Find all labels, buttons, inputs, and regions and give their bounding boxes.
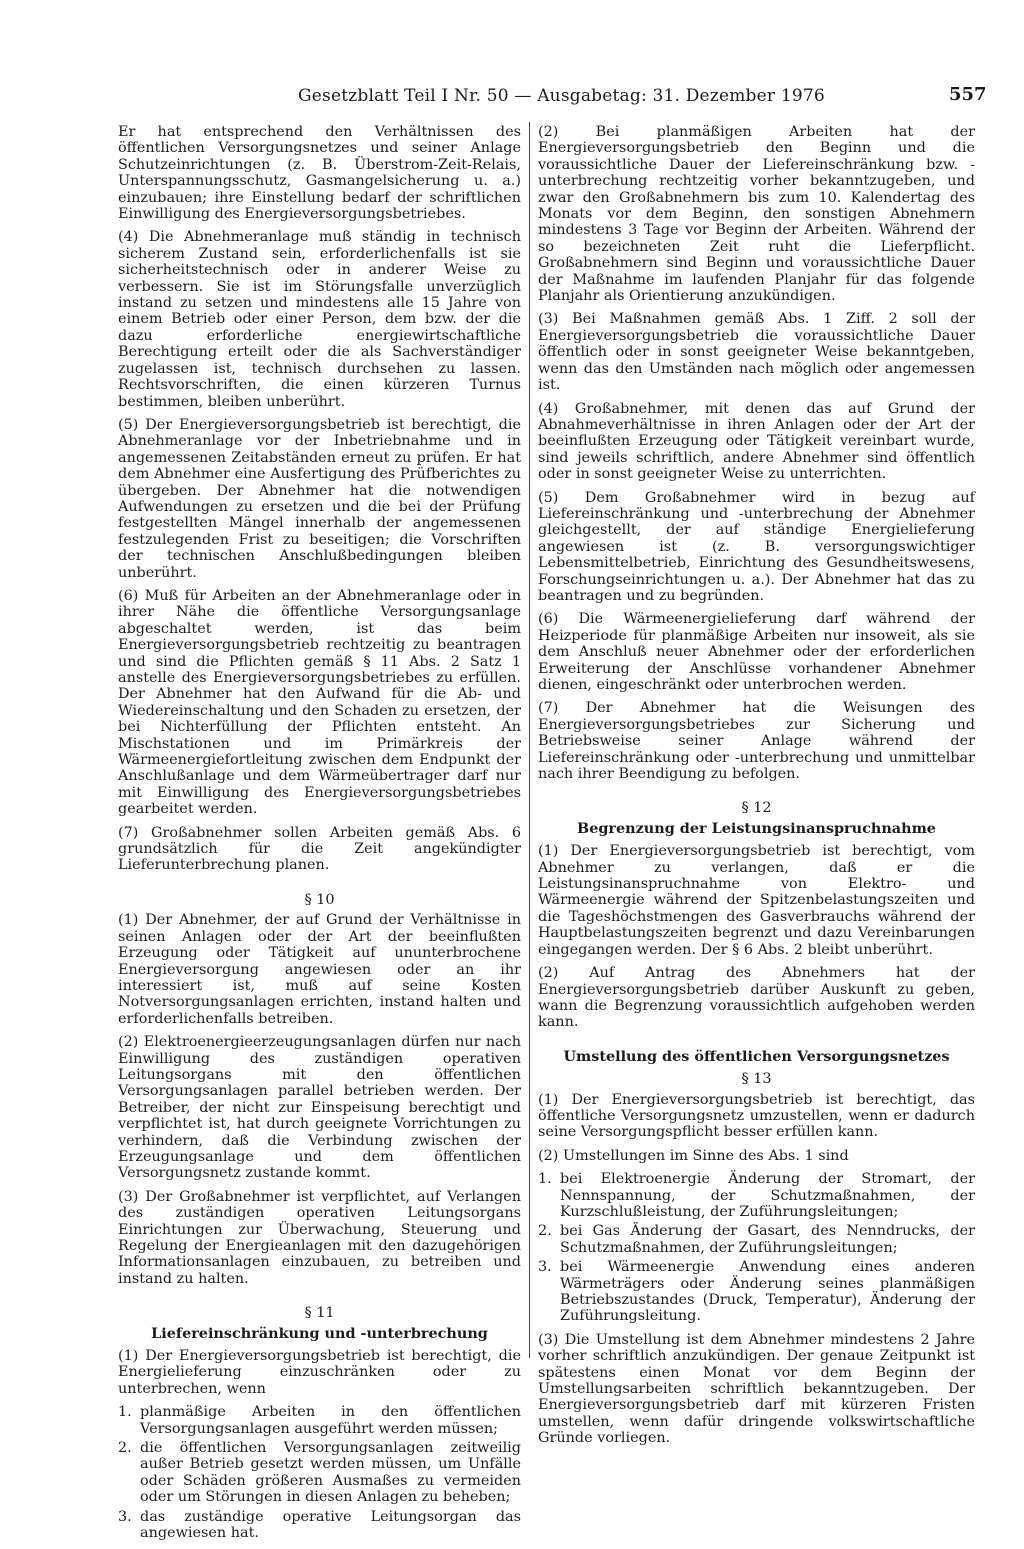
paragraph-11-3: (3) Bei Maßnahmen gemäß Abs. 1 Ziff. 2 soll der Energieversorgungsbetrieb die voraussichtliche Dauer öffentlich oder in sonst geeigneter Weise bekanntgeben, wenn das den Umständen nach möglich oder angemessen ist. — [538, 311, 975, 394]
paragraph-11-2: (2) Bei planmäßigen Arbeiten hat der Energieversorgungsbetrieb den Beginn und die voraussichtliche Dauer der Liefereinschränkung bzw. -unterbrechung rechtzeitig vorher bekanntzugeben, und zwar den Großabnehmern bis zum 10. Kalendertag des Monats vor dem Beginn, den sonstigen Abnehmern mindestens 3 Tage vor Beginn der Arbeiten. Während der so bezeichneten Zeit ruht die Lieferpflicht. Großabnehmern sind Beginn und voraussichtliche Dauer der Maßnahme im laufenden Planjahr für das folgende Planjahr als Orientierung anzukündigen. — [538, 124, 975, 305]
list-item-text: planmäßige Arbeiten in den öffentlichen Versorgungsanlagen ausgeführt werden müssen; — [140, 1404, 521, 1437]
list-item — [118, 1509, 521, 1542]
paragraph-11-4: (4) Großabnehmer, mit denen das auf Grund der Abnahmeverhältnisse in ihren Anlagen oder der Art der beeinflußten Erzeugung oder Tätigkeit vereinbart wurde, sind jeweils schriftlich, andere Abnehmer sind öffentlich oder in sonst geeigneter Weise zu unterrichten. — [538, 400, 975, 483]
list-item-text: bei Wärmeenergie Anwendung eines anderen Wärmeträgers oder Änderung seines planmäßigen Betriebszustandes (Druck, Temperatur), Änderung der Zuführungsleitung. — [560, 1259, 975, 1325]
list-item-number: 2. — [118, 1440, 132, 1457]
section-11-list — [118, 1404, 521, 1541]
paragraph-12-1: (1) Der Energieversorgungsbetrieb ist berechtigt, vom Abnehmer zu verlangen, daß er die Leistungsinanspruchnahme von Elektro- und Wärmeenergie während der Spitzenbelastungszeiten und die Tageshöchstmengen des Gasverbrauchs während der Hauptbelastungszeiten begrenzt und dazu Vereinbarungen eingegangen werden. Der § 6 Abs. 2 bleibt unberührt. — [538, 843, 975, 958]
paragraph-13-2: (2) Umstellungen im Sinne des Abs. 1 sind — [538, 1147, 849, 1164]
column-divider — [529, 122, 530, 1358]
paragraph-11-1: (1) Der Energieversorgungsbetrieb ist berechtigt, die Energielieferung einzuschränken oder zu unterbrechen, wenn — [118, 1348, 521, 1397]
list-item-text: bei Elektroenergie Änderung der Stromart, der Nennspannung, der Schutzmaßnahmen, der Kurzschlußleistung, der Zuführungsleitungen; — [560, 1171, 975, 1220]
list-item — [538, 1259, 975, 1325]
paragraph-11-5: (5) Dem Großabnehmer wird in bezug auf Liefereinschränkung und -unterbrechung der Abnehmer gleichgestellt, der auf ständige Energielieferung angewiesen ist (z. B. versorgungswichtiger Lebensmittelbetrieb, Einrichtung des Gesundheitswesens, Forschungseinrichtungen u. a.). Der Abnehmer hat das zu beantragen und zu begründen. — [538, 489, 975, 604]
page-number: 557 — [949, 84, 987, 105]
paragraph-9-5: (5) Der Energieversorgungsbetrieb ist berechtigt, die Abnehmeranlage vor der Inbetriebnahme und in angemessenen Zeitabständen erneut zu prüfen. Er hat dem Abnehmer eine Ausfertigung des Prüfberichtes zu übergeben. Der Abnehmer hat die notwendigen Aufwendungen zu ersetzen und die bei der Prüfung festgestellten Mängel innerhalb der angemessenen festzulegenden Frist zu beseitigen; die Vorschriften der technischen Anschlußbedingungen bleiben unberührt. — [118, 416, 521, 581]
list-item-number: 2. — [538, 1223, 552, 1240]
paragraph-9-6: (6) Muß für Arbeiten an der Abnehmeranlage oder in ihrer Nähe die öffentliche Versorgungsanlage abgeschaltet werden, ist das beim Energieversorgungsbetrieb rechtzeitig zu beantragen und sind die Pflichten gemäß § 11 Abs. 2 Satz 1 anstelle des Energieversorgungsbetriebes zu erfüllen. Der Abnehmer hat den Aufwand für die Ab- und Wiedereinschaltung und den Schaden zu ersetzen, der bei Nichterfüllung der Pflichten entsteht. An Mischstationen und im Primärkreis der Wärmeenergiefortleitung zwischen dem Endpunkt der Anschlußanlage und dem Wärmeübertrager darf nur mit Einwilligung des Energieversorgungsbetriebes gearbeitet werden. — [118, 587, 521, 818]
section-13-heading: § 13 — [741, 1071, 772, 1088]
paragraph-11-7: (7) Der Abnehmer hat die Weisungen des Energieversorgungsbetriebes zur Sicherung und Betriebsweise seiner Anlage während der Liefereinschränkung oder -unterbrechung und unmittelbar nach ihrer Beendigung zu befolgen. — [538, 700, 975, 783]
list-item — [118, 1404, 521, 1437]
list-item-text: das zuständige operative Leitungsorgan das angewiesen hat. — [140, 1508, 521, 1542]
list-item — [118, 1440, 521, 1506]
section-11-title: Liefereinschränkung und -unterbrechung — [151, 1324, 488, 1342]
section-11-heading: § 11 — [304, 1305, 335, 1322]
list-item-text: die öffentlichen Versorgungsanlagen zeitweilig außer Betrieb gesetzt werden müssen, um Unfälle oder Schäden größeren Ausmaßes zu vermeiden oder um Störungen in diesen Anlagen zu beheben; — [140, 1440, 521, 1506]
section-13-title: Umstellung des öffentlichen Versorgungsnetzes — [563, 1047, 950, 1065]
paragraph-10-2: (2) Elektroenergieerzeugungsanlagen dürfen nur nach Einwilligung des zuständigen operativen Leitungsorgans mit den öffentlichen Versorgungsanlagen parallel betrieben werden. Der Betreiber, der nicht zur Einspeisung berechtigt und verpflichtet ist, hat durch geeignete Vorrichtungen zu verhindern, daß die Verbindung zwischen der Erzeugungsanlage und dem öffentlichen Versorgungsnetz zustande kommt. — [118, 1034, 521, 1182]
list-item-text: bei Gas Änderung der Gasart, des Nenndrucks, der Schutzmaßnahmen, der Zuführungsleitungen; — [560, 1223, 975, 1256]
section-10-heading: § 10 — [304, 891, 335, 908]
list-item — [538, 1223, 975, 1256]
list-item-number: 3. — [118, 1508, 132, 1525]
list-item-number: 3. — [538, 1259, 552, 1276]
paragraph-9-7: (7) Großabnehmer sollen Arbeiten gemäß Abs. 6 grundsätzlich für die Zeit angekündigter Lieferunterbrechung planen. — [118, 824, 521, 874]
paragraph-10-1: (1) Der Abnehmer, der auf Grund der Verhältnisse in seinen Anlagen oder der Art der beeinflußten Erzeugung oder Tätigkeit auf ununterbrochene Energieversorgung angewiesen oder an ihr interessiert ist, muß auf seine Kosten Notversorgungsanlagen errichten, instand halten und erforderlichenfalls betreiben. — [118, 912, 521, 1027]
paragraph-9-4: (4) Die Abnehmeranlage muß ständig in technisch sicherem Zustand sein, erforderlichenfalls ist sie sicherheitstechnisch oder in anderer Weise zu verbessern. Sie ist im Störungsfalle unverzüglich instand zu setzen und mindestens alle 15 Jahre von einem Betrieb oder einer Person, dem bzw. der die dazu erforderliche energiewirtschaftliche Berechtigung erteilt oder die als Sachverständiger zugelassen ist, technisch durchsehen zu lassen. Rechtsvorschriften, die einen kürzeren Turnus bestimmen, bleiben unberührt. — [118, 229, 521, 410]
section-13-list — [538, 1171, 975, 1325]
right-column — [538, 124, 975, 1454]
list-item — [538, 1171, 975, 1220]
paragraph-11-6: (6) Die Wärmeenergielieferung darf während der Heizperiode für planmäßige Arbeiten nur insoweit, als sie dem Anschluß neuer Abnehmer oder der erforderlichen Erweiterung der Anschlüsse vorhandener Abnehmer dienen, eingeschränkt oder unterbrochen werden. — [538, 611, 975, 693]
paragraph-12-2: (2) Auf Antrag des Abnehmers hat der Energieversorgungsbetrieb darüber Auskunft zu geben, wann die Begrenzung voraussichtlich aufgehoben werden kann. — [538, 965, 975, 1031]
list-item-number: 1. — [118, 1404, 132, 1421]
list-item-number: 1. — [538, 1171, 552, 1188]
paragraph-10-3: (3) Der Großabnehmer ist verpflichtet, auf Verlangen des zuständigen operativen Leitungsorgans Einrichtungen zur Überwachung, Steuerung und Regelung der Energieanlagen mit den dazugehörigen Informationsanlagen einzubauen, zu betreiben und instand zu halten. — [118, 1188, 521, 1287]
left-column — [118, 124, 521, 1549]
paragraph-13-3: (3) Die Umstellung ist dem Abnehmer mindestens 2 Jahre vorher schriftlich anzukündigen. Der genaue Zeitpunkt ist spätestens einen Monat vor dem Beginn der Umstellungsarbeiten schriftlich bekanntzugeben. Der Energieversorgungsbetrieb darf mit kürzeren Fristen umstellen, wenn dafür dringende volkswirtschaftliche Gründe vorliegen. — [538, 1331, 975, 1447]
section-12-heading: § 12 — [741, 800, 772, 817]
page-header: Gesetzblatt Teil I Nr. 50 — Ausgabetag: 31. Dezember 1976 — [298, 86, 825, 106]
section-12-title: Begrenzung der Leistungsinanspruchnahme — [577, 819, 936, 837]
paragraph-intro: Er hat entsprechend den Verhältnissen des öffentlichen Versorgungsnetzes und seiner Anlage Schutzeinrichtungen (z. B. Überstrom-Zeit-Relais, Unterspannungsschutz, Gasmangelsicherung u. a.) einzubauen; ihre Einstellung bedarf der schriftlichen Einwilligung des Energieversorgungsbetriebes. — [118, 124, 521, 223]
paragraph-13-1: (1) Der Energieversorgungsbetrieb ist berechtigt, das öffentliche Versorgungsnetz umzustellen, wenn er dadurch seine Versorgungspflicht besser erfüllen kann. — [538, 1091, 975, 1141]
